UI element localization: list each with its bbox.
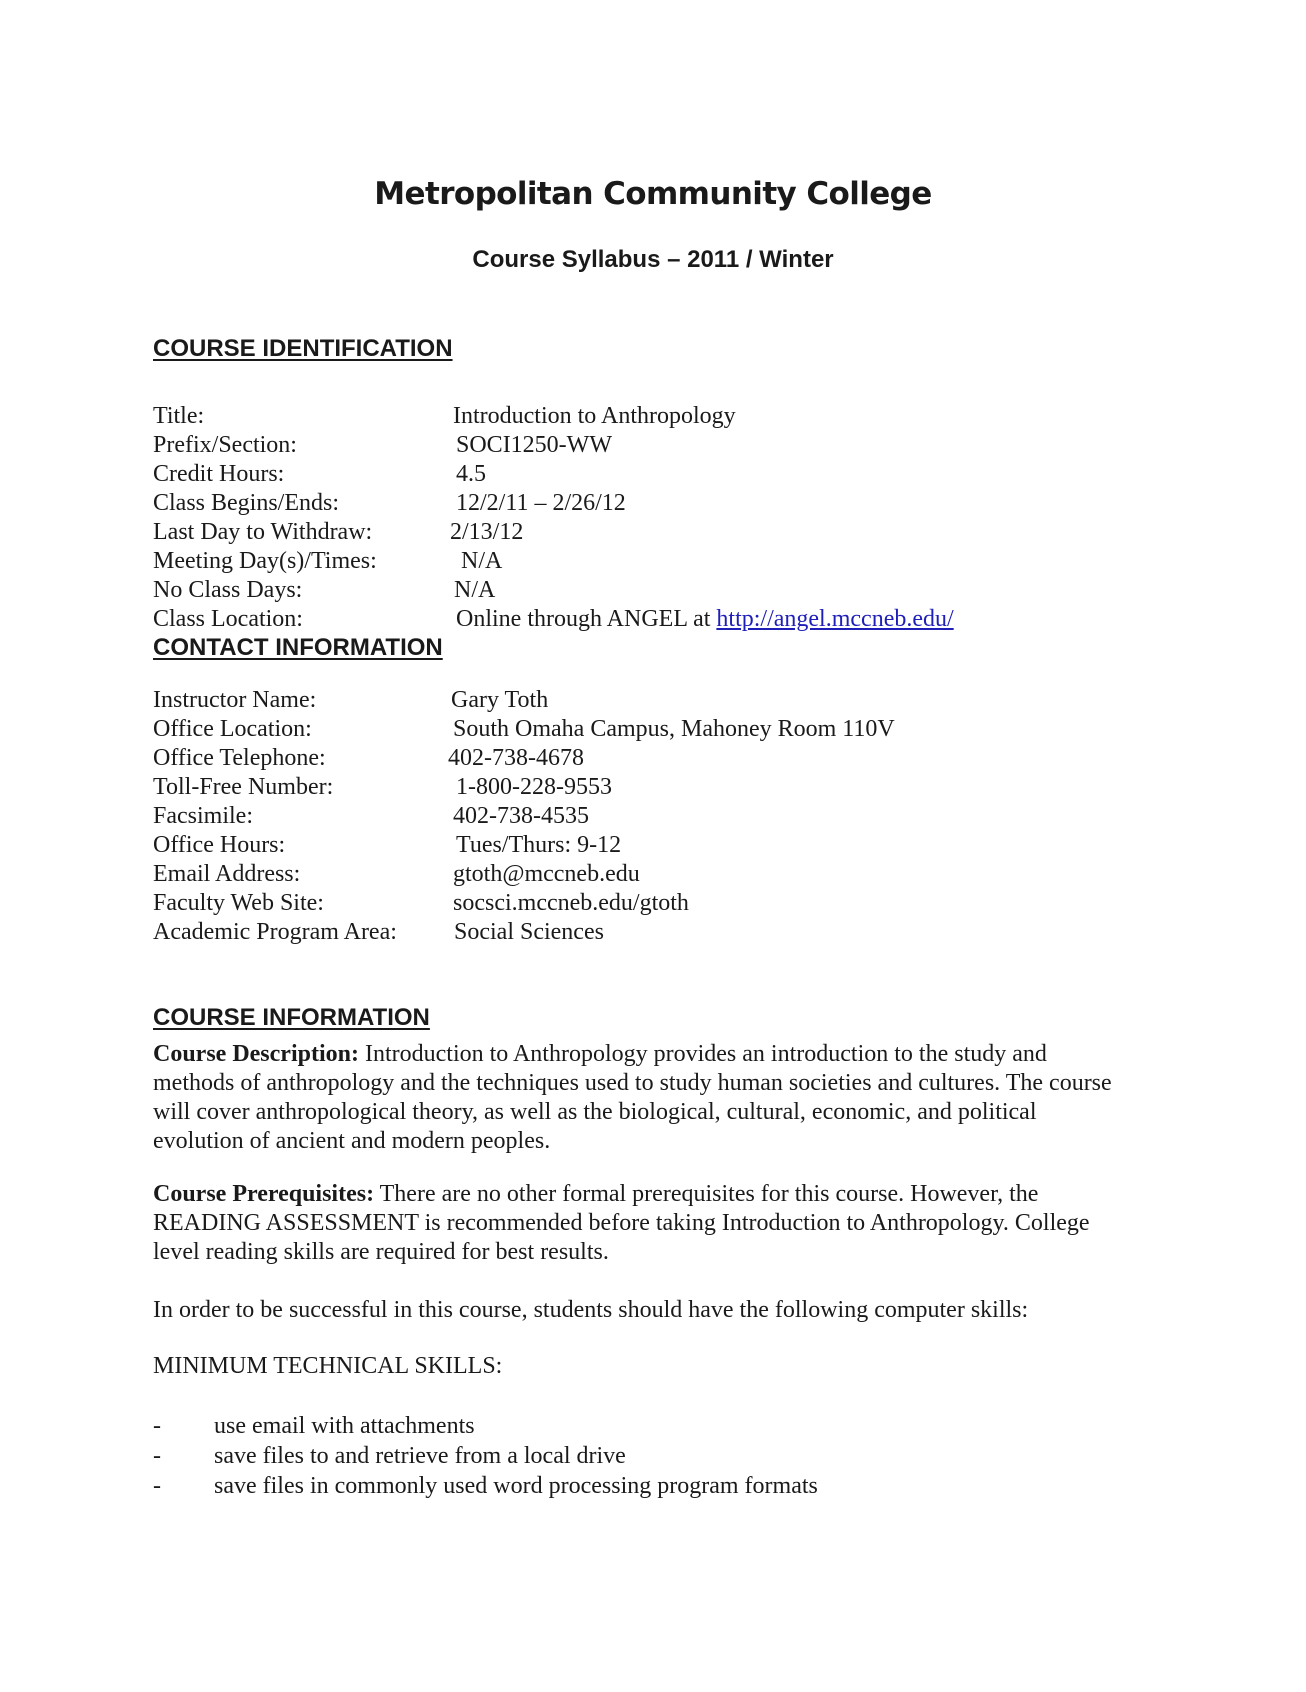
computer-skills-intro: In order to be successful in this course, students should have the following computer skills: <box>153 1297 1029 1323</box>
field-label: Academic Program Area: <box>153 919 397 945</box>
field-label: Email Address: <box>153 861 301 887</box>
field-label: No Class Days: <box>153 577 303 603</box>
course-information-heading: COURSE INFORMATION <box>153 1004 430 1031</box>
field-value: N/A <box>461 548 503 574</box>
field-value: 402-738-4678 <box>448 745 584 771</box>
field-label: Office Location: <box>153 716 312 742</box>
bullet-marker: - <box>153 1443 161 1469</box>
field-value: Social Sciences <box>454 919 604 945</box>
skill-text: use email with attachments <box>214 1413 475 1439</box>
field-value: 1-800-228-9553 <box>456 774 612 800</box>
course-description-label: Course Description: <box>153 1041 359 1067</box>
field-value: socsci.mccneb.edu/gtoth <box>453 890 689 916</box>
college-name: Metropolitan Community College <box>374 176 932 212</box>
technical-skills-heading: MINIMUM TECHNICAL SKILLS: <box>153 1353 503 1379</box>
field-label: Office Hours: <box>153 832 286 858</box>
skill-text: save files to and retrieve from a local drive <box>214 1443 626 1469</box>
field-label: Office Telephone: <box>153 745 326 771</box>
course-prerequisites-label: Course Prerequisites: <box>153 1181 375 1207</box>
location-text: Online through ANGEL at <box>456 606 717 632</box>
field-label: Class Begins/Ends: <box>153 490 340 516</box>
course-prerequisites <box>153 1180 1113 1267</box>
bullet-marker: - <box>153 1413 161 1439</box>
field-value: 4.5 <box>456 461 486 487</box>
skill-text: save files in commonly used word processing program formats <box>214 1473 818 1499</box>
field-label: Last Day to Withdraw: <box>153 519 373 545</box>
contact-information-heading: CONTACT INFORMATION <box>153 634 443 661</box>
field-value: South Omaha Campus, Mahoney Room 110V <box>453 716 895 742</box>
course-description <box>153 1040 1113 1156</box>
field-value: gtoth@mccneb.edu <box>453 861 640 887</box>
field-value: Tues/Thurs: 9-12 <box>456 832 622 858</box>
bullet-marker: - <box>153 1473 161 1499</box>
field-value: 2/13/12 <box>450 519 524 545</box>
field-value: Gary Toth <box>451 687 549 713</box>
field-value <box>456 605 954 634</box>
field-value: SOCI1250-WW <box>456 432 612 458</box>
field-label: Credit Hours: <box>153 461 285 487</box>
field-label: Class Location: <box>153 606 303 632</box>
course-identification-heading: COURSE IDENTIFICATION <box>153 335 453 362</box>
field-label: Faculty Web Site: <box>153 890 324 916</box>
syllabus-title: Course Syllabus – 2011 / Winter <box>472 246 834 273</box>
field-value: N/A <box>454 577 496 603</box>
course-description-text: Introduction to Anthropology provides an introduction to the study and methods of anthropology and the techniques used to study human societies and cultures. The course will cover anthropological theory, as well as the biological, cultural, economic, and political evolution of ancient and modern peoples. <box>153 1041 1112 1154</box>
field-label: Meeting Day(s)/Times: <box>153 548 377 574</box>
field-value: 12/2/11 – 2/26/12 <box>456 490 626 516</box>
angel-link[interactable]: http://angel.mccneb.edu/ <box>716 606 954 632</box>
field-label: Instructor Name: <box>153 687 317 713</box>
field-label: Facsimile: <box>153 803 253 829</box>
field-label: Title: <box>153 403 205 429</box>
field-label: Toll-Free Number: <box>153 774 334 800</box>
field-label: Prefix/Section: <box>153 432 297 458</box>
course-prerequisites-text: There are no other formal prerequisites for this course. However, the READING ASSESSMENT is recommended before taking Introduction to Anthropology. College level reading skills are required for best results. <box>153 1181 1090 1265</box>
field-value: Introduction to Anthropology <box>453 403 736 429</box>
field-value: 402-738-4535 <box>453 803 589 829</box>
